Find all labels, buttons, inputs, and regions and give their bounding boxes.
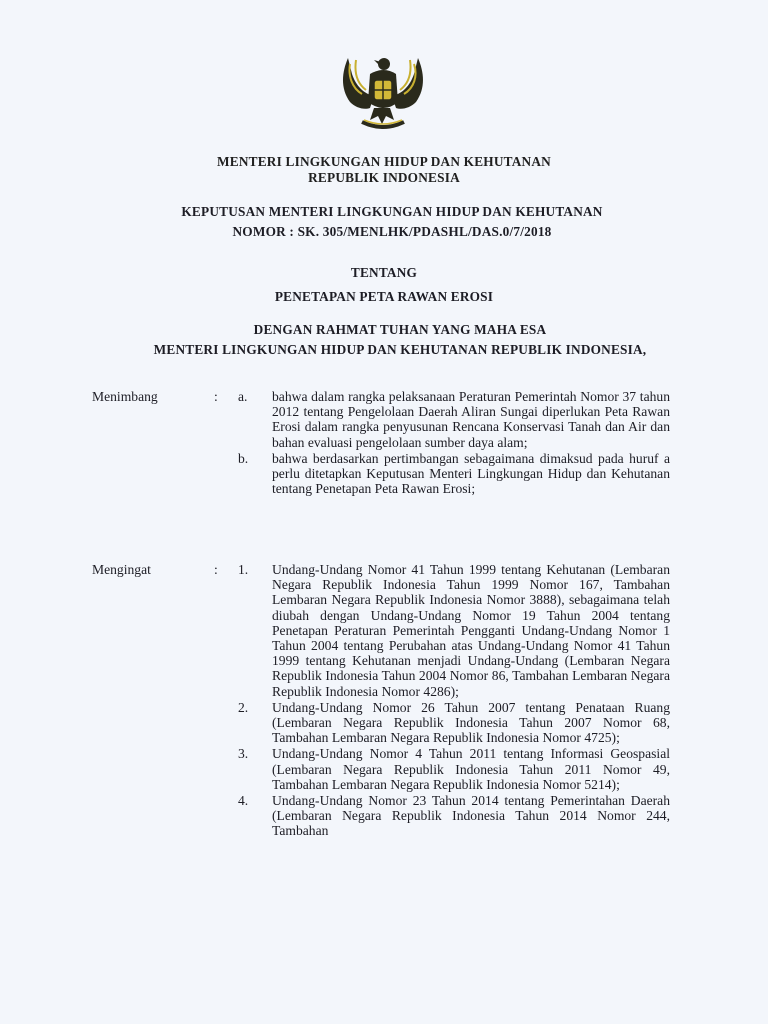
section-colon: : [214,389,218,404]
list-item [92,451,674,497]
decree-title: KEPUTUSAN MENTERI LINGKUNGAN HIDUP DAN KEHUTANAN [181,204,603,219]
section-label: Menimbang [92,389,158,404]
list-item [92,793,674,839]
item-marker: b. [238,450,249,466]
preamble-line-2: MENTERI LINGKUNGAN HIDUP DAN KEHUTANAN REPUBLIK INDONESIA, [153,342,647,357]
preamble-line-1: DENGAN RAHMAT TUHAN YANG MAHA ESA [253,322,547,337]
item-marker: 3. [238,746,249,762]
section-colon: : [214,562,218,577]
ministry-header [0,154,768,186]
list-item [92,389,674,450]
item-marker: 1. [238,562,249,577]
item-text: Undang-Undang Nomor 23 Tahun 2014 tentang Pemerintahan Daerah (Lembaran Negara Republik Indonesia Tahun 2014 Nomor 244, Tambahan [272,793,670,839]
mengingat-section [92,562,674,839]
menimbang-section [92,389,674,496]
decree-title-block [8,202,768,242]
item-text: Undang-Undang Nomor 41 Tahun 1999 tentang Kehutanan (Lembaran Negara Republik Indonesia Tahun 1999 Nomor 167, Tambahan Lembaran Negara Republik Indonesia Nomor 3888), sebagaimana telah diubah dengan Undang-Undang Nomor 19 Tahun 2004 tentang Penetapan Peraturan Pemerintah Pengganti Undang-Undang Nomor 1 Tahun 2004 tentang Perubahan atas Undang-Undang Nomor 41 Tahun 1999 tentang Kehutanan menjadi Undang-Undang (Lembaran Negara Republik Indonesia Tahun 2004 Nomor 86, Tambahan Lembaran Negara Republik Indonesia Nomor 4286); [272,562,670,699]
item-text: bahwa berdasarkan pertimbangan sebagaimana dimaksud pada huruf a perlu ditetapkan Keputusan Menteri Lingkungan Hidup dan Kehutanan tentang Penetapan Peta Rawan Erosi; [272,450,670,497]
ministry-line-1: MENTERI LINGKUNGAN HIDUP DAN KEHUTANAN [217,154,551,169]
ministry-line-2: REPUBLIK INDONESIA [308,170,460,185]
about-label: TENTANG [350,265,418,280]
list-item [92,700,674,746]
list-item [92,746,674,792]
item-marker: 4. [238,793,249,809]
section-label: Mengingat [92,562,151,577]
item-text: bahwa dalam rangka pelaksanaan Peraturan Pemerintah Nomor 37 tahun 2012 tentang Pengelolaan Daerah Aliran Sungai diperlukan Peta Rawan Erosi dalam rangka penyusunan Rencana Konservasi Tanah dan Air dan bahan evaluasi pengelolaan sumber daya alam; [272,389,670,450]
item-text: Undang-Undang Nomor 26 Tahun 2007 tentang Penataan Ruang (Lembaran Negara Republik Indonesia Tahun 2007 Nomor 68, Tambahan Lembaran Negara Republik Indonesia Nomor 4725); [272,699,670,746]
item-marker: a. [238,389,248,404]
garuda-emblem-icon [334,44,432,136]
decree-number: NOMOR : SK. 305/MENLHK/PDASHL/DAS.0/7/2018 [232,224,552,239]
item-marker: 2. [238,699,249,715]
decree-subject [0,261,768,309]
about-title: PENETAPAN PETA RAWAN EROSI [274,289,494,304]
item-text: Undang-Undang Nomor 4 Tahun 2011 tentang Informasi Geospasial (Lembaran Negara Republik Indonesia Tahun 2011 Nomor 49, Tambahan Lembaran Negara Republik Indonesia Nomor 5214); [272,746,670,792]
list-item [92,562,674,699]
preamble [16,320,768,360]
